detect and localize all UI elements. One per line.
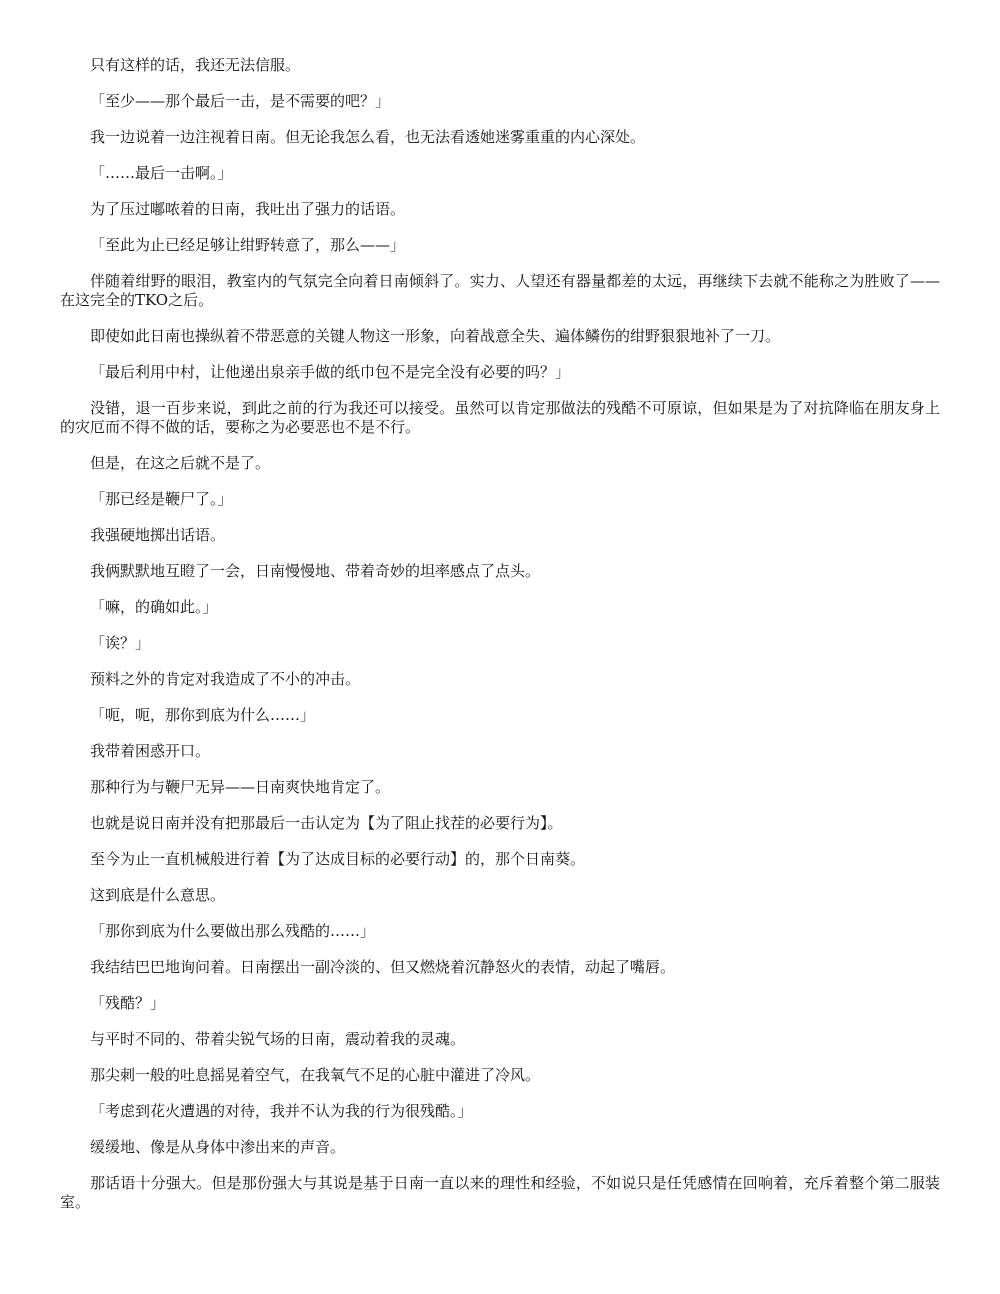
paragraph: 我带着困惑开口。 xyxy=(90,742,211,760)
paragraph: 「……最后一击啊。」 xyxy=(90,164,233,182)
paragraph: 那话语十分强大。但是那份强大与其说是基于日南一直以来的理性和经验，不如说只是任凭感情在回响着，充斥着整个第二服装室。 xyxy=(60,1174,940,1211)
paragraph: 即使如此日南也操纵着不带恶意的关键人物这一形象，向着战意全失、遍体鳞伤的绀野狠狠地补了一刀。 xyxy=(90,327,781,345)
document-page xyxy=(60,56,940,1229)
paragraph: 至今为止一直机械般进行着【为了达成目标的必要行动】的，那个日南葵。 xyxy=(90,850,586,868)
paragraph: 「呃，呃，那你到底为什么……」 xyxy=(90,706,316,724)
paragraph: 「诶？」 xyxy=(90,634,151,652)
paragraph: 也就是说日南并没有把那最后一击认定为【为了阻止找茬的必要行为】。 xyxy=(90,814,563,832)
paragraph: 我俩默默地互瞪了一会，日南慢慢地、带着奇妙的坦率感点了点头。 xyxy=(90,562,541,580)
paragraph: 「嘛，的确如此。」 xyxy=(90,598,218,616)
paragraph: 「最后利用中村，让他递出泉亲手做的纸巾包不是完全没有必要的吗？」 xyxy=(90,363,571,381)
paragraph: 但是，在这之后就不是了。 xyxy=(90,454,271,472)
paragraph: 为了压过嘟哝着的日南，我吐出了强力的话语。 xyxy=(90,200,406,218)
paragraph: 「至此为止已经足够让绀野转意了，那么——」 xyxy=(90,236,406,254)
paragraph: 预料之外的肯定对我造成了不小的冲击。 xyxy=(90,670,361,688)
paragraph: 没错，退一百步来说，到此之前的行为我还可以接受。虽然可以肯定那做法的残酷不可原谅，但如果是为了对抗降临在朋友身上的灾厄而不得不做的话，要称之为必要恶也不是不行。 xyxy=(60,399,940,436)
paragraph: 伴随着绀野的眼泪，教室内的气氛完全向着日南倾斜了。实力、人望还有器量都差的太远，再继续下去就不能称之为胜败了——在这完全的TKO之后。 xyxy=(60,272,940,309)
paragraph: 与平时不同的、带着尖锐气场的日南，震动着我的灵魂。 xyxy=(90,1030,466,1048)
paragraph: 我强硬地掷出话语。 xyxy=(90,526,226,544)
paragraph: 我结结巴巴地询问着。日南摆出一副冷淡的、但又燃烧着沉静怒火的表情，动起了嘴唇。 xyxy=(90,958,676,976)
paragraph: 这到底是什么意思。 xyxy=(90,886,226,904)
paragraph: 「那已经是鞭尸了。」 xyxy=(90,490,233,508)
paragraph: 我一边说着一边注视着日南。但无论我怎么看，也无法看透她迷雾重重的内心深处。 xyxy=(90,128,646,146)
paragraph: 那种行为与鞭尸无异——日南爽快地肯定了。 xyxy=(90,778,391,796)
paragraph: 缓缓地、像是从身体中渗出来的声音。 xyxy=(90,1138,346,1156)
paragraph: 「残酷？」 xyxy=(90,994,166,1012)
paragraph: 「至少——那个最后一击，是不需要的吧？」 xyxy=(90,92,391,110)
paragraph: 「考虑到花火遭遇的对待，我并不认为我的行为很残酷。」 xyxy=(90,1102,473,1120)
paragraph: 那尖刺一般的吐息摇晃着空气，在我氧气不足的心脏中灌进了冷风。 xyxy=(90,1066,541,1084)
paragraph: 只有这样的话，我还无法信服。 xyxy=(90,56,301,74)
paragraph: 「那你到底为什么要做出那么残酷的……」 xyxy=(90,922,376,940)
